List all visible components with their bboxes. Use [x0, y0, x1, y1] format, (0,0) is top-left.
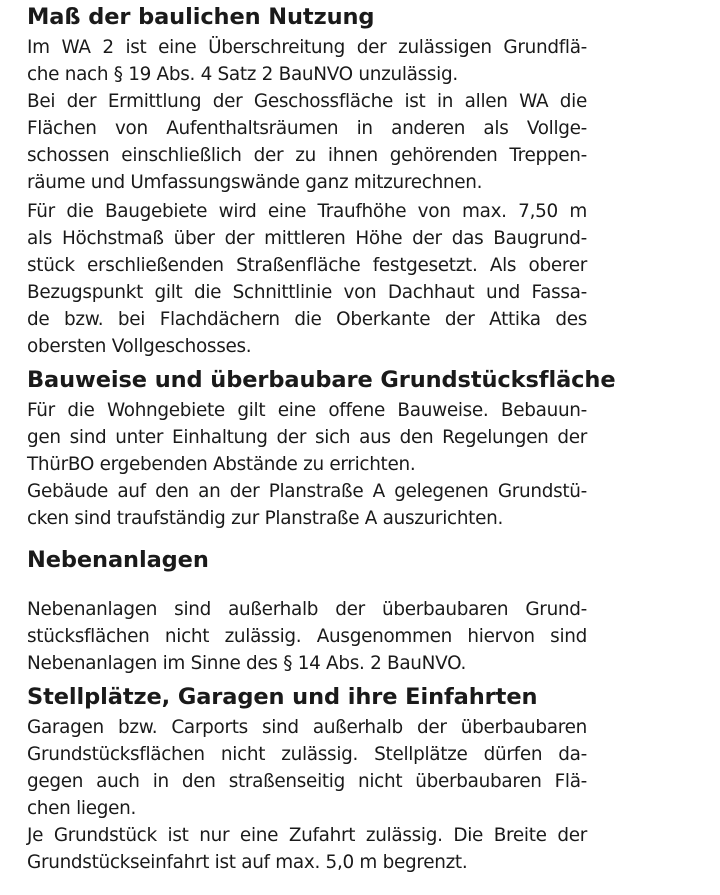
- text-line: de bzw. bei Flachdächern die Oberkante der Attika des: [27, 309, 587, 330]
- text-line: schossen einschließlich der zu ihnen gehörenden Treppen-: [27, 145, 587, 166]
- text-line: cken sind traufständig zur Planstraße A auszurichten.: [27, 508, 503, 529]
- text-line: Für die Wohngebiete gilt eine offene Bauweise. Bebauun-: [27, 400, 587, 421]
- text-line: gegen auch in den straßenseitig nicht überbaubaren Flä-: [27, 771, 587, 792]
- text-line: Je Grundstück ist nur eine Zufahrt zulässig. Die Breite der: [27, 825, 587, 846]
- text-line: Nebenanlagen im Sinne des § 14 Abs. 2 BauNVO.: [27, 653, 467, 674]
- text-line: obersten Vollgeschosses.: [27, 336, 252, 357]
- text-line: Im WA 2 ist eine Überschreitung der zulässigen Grundflä-: [27, 37, 587, 58]
- text-line: Bei der Ermittlung der Geschossfläche ist in allen WA die: [27, 91, 587, 112]
- section-heading-nebenanlagen: Nebenanlagen: [27, 547, 209, 573]
- text-line: Bezugspunkt gilt die Schnittlinie von Dachhaut und Fassa-: [27, 282, 587, 303]
- text-line: als Höchstmaß über der mittleren Höhe der das Baugrund-: [27, 228, 587, 249]
- text-line: gen sind unter Einhaltung der sich aus den Regelungen der: [27, 427, 587, 448]
- text-line: Flächen von Aufenthaltsräumen in anderen als Vollge-: [27, 118, 587, 139]
- section-heading-stellplaetze: Stellplätze, Garagen und ihre Einfahrten: [27, 684, 538, 710]
- text-line: stück erschließenden Straßenfläche festgesetzt. Als oberer: [27, 255, 587, 276]
- text-line: che nach § 19 Abs. 4 Satz 2 BauNVO unzulässig.: [27, 64, 458, 85]
- text-line: Grundstücksflächen nicht zulässig. Stellplätze dürfen da-: [27, 744, 587, 765]
- text-line: Garagen bzw. Carports sind außerhalb der überbaubaren: [27, 717, 587, 738]
- text-line: Für die Baugebiete wird eine Traufhöhe von max. 7,50 m: [27, 201, 587, 222]
- text-line: räume und Umfassungswände ganz mitzurechnen.: [27, 172, 483, 193]
- text-line: Nebenanlagen sind außerhalb der überbaubaren Grund-: [27, 599, 587, 620]
- section-heading-mass: Maß der baulichen Nutzung: [27, 4, 375, 30]
- text-line: stücksflächen nicht zulässig. Ausgenommen hiervon sind: [27, 626, 587, 647]
- text-line: ThürBO ergebenden Abstände zu errichten.: [27, 454, 416, 475]
- section-heading-bauweise: Bauweise und überbaubare Grundstücksfläche: [27, 367, 616, 393]
- text-line: Grundstückseinfahrt ist auf max. 5,0 m begrenzt.: [27, 852, 468, 873]
- text-line: Gebäude auf den an der Planstraße A gelegenen Grundstü-: [27, 481, 587, 502]
- text-line: chen liegen.: [27, 798, 137, 819]
